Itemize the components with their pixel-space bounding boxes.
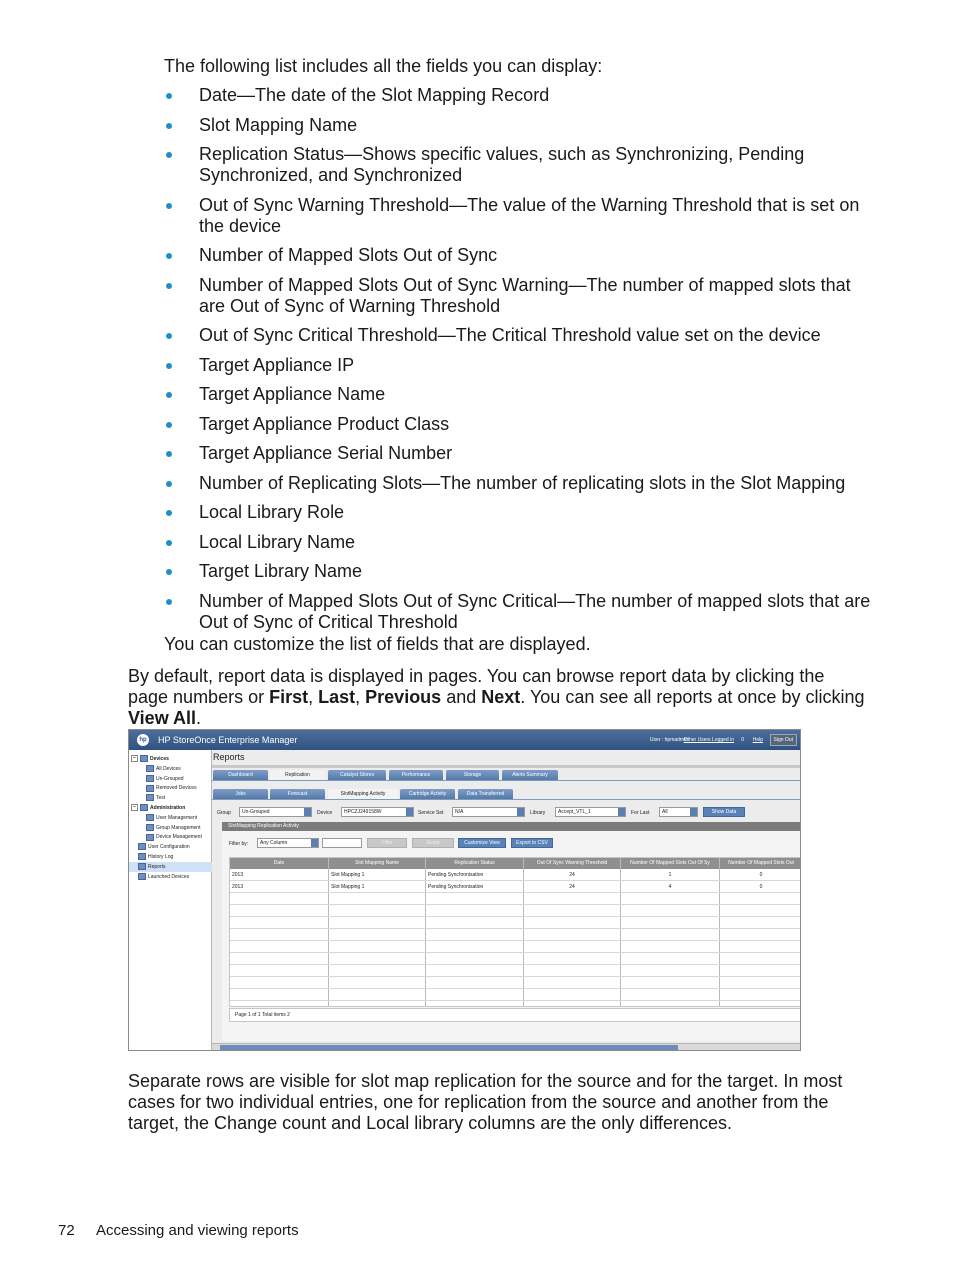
library-select[interactable]: Accept_VTL_1 bbox=[555, 807, 626, 817]
tab-forecast[interactable]: Forecast bbox=[270, 789, 325, 799]
table-row bbox=[230, 953, 801, 965]
bullet-icon bbox=[166, 599, 172, 605]
table-cell bbox=[524, 917, 621, 928]
hp-logo-icon: hp bbox=[137, 734, 149, 746]
table-cell bbox=[524, 1001, 621, 1007]
table-cell bbox=[426, 989, 524, 1000]
bullet-icon bbox=[166, 203, 172, 209]
folder-icon bbox=[138, 843, 146, 850]
tab-performance[interactable]: Performance bbox=[389, 770, 443, 780]
table-cell: 0 bbox=[720, 869, 801, 880]
table-cell bbox=[329, 989, 426, 1000]
table-cell bbox=[230, 989, 329, 1000]
bullet-icon bbox=[166, 422, 172, 428]
field-list-item: Target Library Name bbox=[164, 561, 874, 582]
tree-item-user-configuration[interactable]: User Configuration bbox=[129, 842, 190, 852]
bullet-icon bbox=[166, 510, 172, 516]
field-list-item: Target Appliance Serial Number bbox=[164, 443, 874, 464]
table-cell bbox=[720, 893, 801, 904]
folder-icon bbox=[146, 814, 154, 821]
table-row bbox=[230, 917, 801, 929]
column-header[interactable]: Number Of Mapped Slots Out Of Sy bbox=[621, 858, 720, 869]
table-cell bbox=[621, 893, 720, 904]
table-cell bbox=[230, 953, 329, 964]
field-list-item: Target Appliance IP bbox=[164, 355, 874, 376]
field-list-item: Target Appliance Name bbox=[164, 384, 874, 405]
horizontal-scrollbar[interactable] bbox=[212, 1043, 801, 1051]
collapse-icon[interactable]: − bbox=[131, 755, 138, 762]
app-header bbox=[129, 730, 800, 750]
table-cell: 4 bbox=[621, 881, 720, 892]
table-cell bbox=[621, 929, 720, 940]
folder-icon bbox=[138, 873, 146, 880]
bullet-icon bbox=[166, 152, 172, 158]
table-cell: 2013 bbox=[230, 869, 329, 880]
data-grid bbox=[229, 857, 801, 1007]
table-cell bbox=[621, 977, 720, 988]
table-cell bbox=[621, 1001, 720, 1007]
replication-subtabs bbox=[212, 789, 801, 800]
export-csv-button[interactable]: Export to CSV bbox=[511, 838, 553, 848]
table-cell bbox=[426, 1001, 524, 1007]
table-cell bbox=[720, 953, 801, 964]
table-row bbox=[230, 989, 801, 1001]
table-cell bbox=[524, 893, 621, 904]
first-term: First bbox=[269, 687, 309, 707]
bullet-icon bbox=[166, 93, 172, 99]
table-cell bbox=[230, 893, 329, 904]
table-cell: Pending Synchronisation bbox=[426, 869, 524, 880]
folder-icon bbox=[146, 824, 154, 831]
table-cell bbox=[524, 965, 621, 976]
device-label: Device bbox=[317, 810, 333, 816]
field-list-item: Date—The date of the Slot Mapping Record bbox=[164, 85, 874, 106]
table-cell bbox=[720, 905, 801, 916]
app-title: HP StoreOnce Enterprise Manager bbox=[158, 735, 298, 745]
table-cell bbox=[621, 989, 720, 1000]
column-header[interactable]: Number Of Mapped Slots Out bbox=[720, 858, 801, 869]
field-list-item: Local Library Role bbox=[164, 502, 874, 523]
table-cell bbox=[426, 893, 524, 904]
table-cell bbox=[329, 953, 426, 964]
table-cell bbox=[230, 905, 329, 916]
section-header: SlotMapping Replication Activity bbox=[222, 822, 801, 831]
customize-note: You can customize the list of fields that are displayed. bbox=[164, 634, 591, 654]
tab-slotmapping-activity[interactable]: SlotMapping Activity bbox=[328, 789, 398, 799]
table-cell bbox=[720, 977, 801, 988]
tree-item-user-management[interactable]: User Management bbox=[129, 813, 197, 823]
table-row bbox=[230, 893, 801, 905]
scrollbar-thumb[interactable] bbox=[220, 1045, 678, 1050]
tab-replication[interactable]: Replication bbox=[270, 770, 325, 780]
filter-text-input[interactable] bbox=[322, 838, 362, 848]
table-cell bbox=[329, 893, 426, 904]
table-cell bbox=[230, 977, 329, 988]
last-term: Last bbox=[318, 687, 356, 707]
table-row bbox=[230, 965, 801, 977]
field-list-item: Number of Mapped Slots Out of Sync Warning—The number of mapped slots that are Out of Sync of Warning Threshold bbox=[164, 275, 874, 317]
folder-icon bbox=[138, 863, 146, 870]
field-list-item: Number of Replicating Slots—The number of replicating slots in the Slot Mapping bbox=[164, 473, 874, 494]
tree-item-devices[interactable]: − Devices bbox=[129, 754, 169, 764]
tab-cartridge-activity[interactable]: Cartridge Activity bbox=[400, 789, 455, 799]
page-number: 72 bbox=[58, 1222, 75, 1239]
table-row bbox=[230, 1001, 801, 1007]
folder-icon bbox=[140, 804, 148, 811]
field-list-item: Target Appliance Product Class bbox=[164, 414, 874, 435]
pager: Page 1 of 1 Total items 2 bbox=[229, 1008, 801, 1022]
device-select[interactable]: HPCZJ249158W bbox=[341, 807, 414, 817]
table-cell bbox=[426, 965, 524, 976]
table-cell bbox=[720, 941, 801, 952]
bullet-icon bbox=[166, 363, 172, 369]
table-cell bbox=[524, 989, 621, 1000]
table-cell bbox=[426, 905, 524, 916]
table-cell bbox=[524, 905, 621, 916]
field-list-item: Number of Mapped Slots Out of Sync Critical—The number of mapped slots that are Out of Sync of Critical Threshold bbox=[164, 591, 874, 633]
group-select[interactable]: Un-Grouped bbox=[239, 807, 312, 817]
title-divider bbox=[212, 765, 801, 768]
tree-item-test[interactable]: Test bbox=[129, 793, 165, 803]
tree-item-administration[interactable]: − Administration bbox=[129, 803, 185, 813]
bullet-icon bbox=[166, 392, 172, 398]
folder-icon bbox=[146, 834, 154, 841]
field-list-item: Local Library Name bbox=[164, 532, 874, 553]
table-cell: Slot Mapping 1 bbox=[329, 881, 426, 892]
table-cell bbox=[230, 941, 329, 952]
table-cell bbox=[621, 953, 720, 964]
folder-icon bbox=[140, 755, 148, 762]
chevron-down-icon bbox=[311, 839, 318, 847]
next-term: Next bbox=[481, 687, 521, 707]
filter-by-label: Filter by: bbox=[229, 841, 249, 847]
table-cell: 24 bbox=[524, 881, 621, 892]
field-list bbox=[164, 85, 874, 641]
table-cell bbox=[621, 965, 720, 976]
table-row bbox=[230, 977, 801, 989]
tree-item-launched-devices[interactable]: Launched Devices bbox=[129, 872, 189, 882]
for-last-select[interactable]: All bbox=[659, 807, 698, 817]
tree-item-reports[interactable]: Reports bbox=[129, 862, 217, 872]
library-label: Library bbox=[530, 810, 546, 816]
service-set-select[interactable]: N/A bbox=[452, 807, 525, 817]
table-cell bbox=[329, 941, 426, 952]
collapse-icon[interactable]: − bbox=[131, 804, 138, 811]
folder-icon bbox=[146, 775, 154, 782]
tree-item-un-grouped[interactable]: Un-Grouped bbox=[129, 774, 184, 784]
chevron-down-icon bbox=[517, 808, 524, 816]
bullet-icon bbox=[166, 569, 172, 575]
chevron-down-icon bbox=[304, 808, 311, 816]
table-row[interactable] bbox=[230, 881, 801, 893]
table-cell bbox=[329, 965, 426, 976]
column-header[interactable]: Date bbox=[230, 858, 329, 869]
tree-item-device-management[interactable]: Device Management bbox=[129, 832, 202, 842]
page-footer bbox=[58, 1222, 299, 1239]
table-row bbox=[230, 905, 801, 917]
help-link[interactable]: Help bbox=[752, 737, 763, 743]
field-list-item: Out of Sync Critical Threshold—The Critical Threshold value set on the device bbox=[164, 325, 874, 346]
table-cell bbox=[621, 905, 720, 916]
table-cell bbox=[329, 917, 426, 928]
table-cell bbox=[720, 1001, 801, 1007]
table-row bbox=[230, 941, 801, 953]
column-header[interactable]: Out Of Sync Warning Threshold bbox=[524, 858, 621, 869]
table-cell bbox=[524, 977, 621, 988]
tab-dashboard[interactable]: Dashboard bbox=[213, 770, 268, 780]
table-cell bbox=[720, 989, 801, 1000]
table-cell bbox=[329, 1001, 426, 1007]
table-row[interactable] bbox=[230, 869, 801, 881]
tree-item-group-management[interactable]: Group Management bbox=[129, 823, 200, 833]
table-cell bbox=[524, 941, 621, 952]
other-users-link[interactable]: Other Users Logged in bbox=[683, 737, 734, 743]
embedded-screenshot bbox=[128, 729, 801, 1051]
table-cell: Pending Synchronisation bbox=[426, 881, 524, 892]
tree-item-removed-devices[interactable]: Removed Devices bbox=[129, 783, 197, 793]
table-cell: 0 bbox=[720, 881, 801, 892]
table-cell bbox=[426, 941, 524, 952]
sign-out-button[interactable]: Sign Out bbox=[770, 734, 797, 746]
filter-bar bbox=[212, 806, 801, 820]
chevron-down-icon bbox=[690, 808, 697, 816]
column-header[interactable]: Slot Mapping Name bbox=[329, 858, 426, 869]
chevron-down-icon bbox=[618, 808, 625, 816]
reset-button[interactable]: Reset bbox=[412, 838, 454, 848]
field-list-item: Out of Sync Warning Threshold—The value of the Warning Threshold that is set on the device bbox=[164, 195, 874, 237]
bullet-icon bbox=[166, 481, 172, 487]
table-cell bbox=[230, 1001, 329, 1007]
bullet-icon bbox=[166, 283, 172, 289]
group-label: Group bbox=[217, 810, 231, 816]
table-cell bbox=[329, 929, 426, 940]
bullet-icon bbox=[166, 540, 172, 546]
table-cell bbox=[621, 917, 720, 928]
previous-term: Previous bbox=[365, 687, 442, 707]
folder-icon bbox=[146, 794, 154, 801]
bullet-icon bbox=[166, 333, 172, 339]
table-cell bbox=[329, 977, 426, 988]
footer-section: Accessing and viewing reports bbox=[96, 1222, 299, 1239]
view-all-term: View All bbox=[128, 708, 197, 728]
table-cell bbox=[426, 977, 524, 988]
tab-catalyst-stores[interactable]: Catalyst Stores bbox=[328, 770, 386, 780]
report-tabs bbox=[212, 770, 801, 781]
tab-data-transferred[interactable]: Data Transferred bbox=[458, 789, 513, 799]
customize-view-button[interactable]: Customize View bbox=[458, 838, 506, 848]
table-cell: 24 bbox=[524, 869, 621, 880]
service-set-label: Service Set bbox=[418, 810, 444, 816]
filter-button[interactable]: Filter bbox=[367, 838, 407, 848]
folder-icon bbox=[146, 765, 154, 772]
reports-panel bbox=[212, 750, 801, 1051]
table-cell bbox=[426, 929, 524, 940]
user-label: User : hpmadmin bbox=[649, 737, 688, 743]
table-cell bbox=[230, 929, 329, 940]
other-users-count: 0 bbox=[741, 737, 744, 743]
column-header[interactable]: Replication Status bbox=[426, 858, 524, 869]
field-list-item: Number of Mapped Slots Out of Sync bbox=[164, 245, 874, 266]
table-cell bbox=[230, 965, 329, 976]
table-cell bbox=[720, 965, 801, 976]
table-cell: Slot Mapping 1 bbox=[329, 869, 426, 880]
tree-item-history-log[interactable]: History Log bbox=[129, 852, 173, 862]
paging-paragraph: By default, report data is displayed in pages. You can browse report data by clicking the page numbers or First, Last, Previous and Next. You can see all reports at once by clicking View All. bbox=[128, 666, 865, 728]
closing-paragraph: Separate rows are visible for slot map replication for the source and for the target. In most cases for two individual entries, one for replication from the source and another from the target, the Change count and Local library columns are the only differences. bbox=[128, 1071, 843, 1133]
table-cell: 2013 bbox=[230, 881, 329, 892]
table-cell bbox=[720, 917, 801, 928]
tab-storage[interactable]: Storage bbox=[446, 770, 499, 780]
table-cell bbox=[524, 953, 621, 964]
show-data-button[interactable]: Show Data bbox=[703, 807, 745, 817]
filter-column-select[interactable]: Any Column bbox=[257, 838, 319, 848]
bullet-icon bbox=[166, 451, 172, 457]
table-cell: 1 bbox=[621, 869, 720, 880]
tab-alerts-summary[interactable]: Alerts Summary bbox=[502, 770, 558, 780]
folder-icon bbox=[146, 785, 154, 792]
table-cell bbox=[426, 953, 524, 964]
navigation-tree bbox=[129, 750, 212, 1051]
tab-jobs[interactable]: Jobs bbox=[213, 789, 268, 799]
activity-panel bbox=[222, 831, 801, 1041]
table-cell bbox=[621, 941, 720, 952]
folder-icon bbox=[138, 853, 146, 860]
grid-header bbox=[230, 858, 801, 869]
field-list-item: Replication Status—Shows specific values, such as Synchronizing, Pending Synchronized, and Synchronized bbox=[164, 144, 874, 186]
table-cell bbox=[230, 917, 329, 928]
for-last-label: For Last bbox=[631, 810, 650, 816]
tree-item-all-devices[interactable]: All Devices bbox=[129, 764, 181, 774]
table-cell bbox=[426, 917, 524, 928]
bullet-icon bbox=[166, 123, 172, 129]
table-cell bbox=[720, 929, 801, 940]
intro-text: The following list includes all the fields you can display: bbox=[164, 56, 603, 76]
bullet-icon bbox=[166, 253, 172, 259]
table-row bbox=[230, 929, 801, 941]
table-cell bbox=[524, 929, 621, 940]
table-cell bbox=[329, 905, 426, 916]
chevron-down-icon bbox=[406, 808, 413, 816]
field-list-item: Slot Mapping Name bbox=[164, 115, 874, 136]
page-title: Reports bbox=[213, 752, 245, 762]
